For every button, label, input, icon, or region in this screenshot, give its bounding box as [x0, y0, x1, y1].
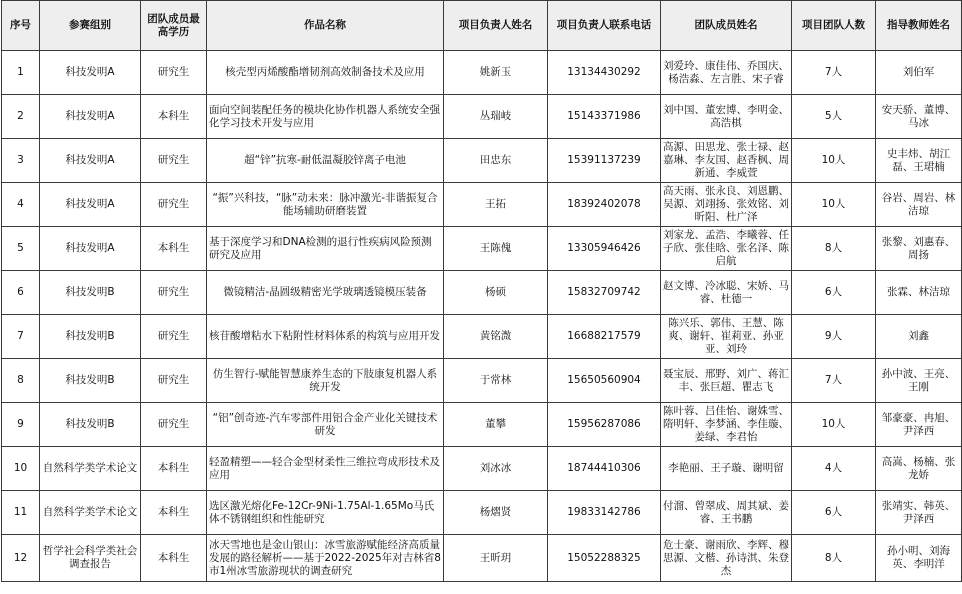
cell-title: 超“锌”抗寒-耐低温凝胶锌离子电池 — [207, 139, 444, 183]
cell-phone: 18392402078 — [548, 183, 661, 227]
cell-count: 5人 — [792, 95, 876, 139]
cell-title: 基于深度学习和DNA检测的退行性疾病风险预测研究及应用 — [207, 227, 444, 271]
cell-index: 5 — [2, 227, 40, 271]
cell-phone: 15391137239 — [548, 139, 661, 183]
header-leader: 项目负责人姓名 — [444, 1, 548, 51]
table-row — [2, 139, 962, 183]
header-row — [2, 1, 962, 51]
cell-title: 冰天雪地也是金山银山：冰雪旅游赋能经济高质量发展的路径解析——基于2022-2025年对吉林省8市1州冰雪旅游现状的调查研究 — [207, 535, 444, 582]
cell-count: 10人 — [792, 139, 876, 183]
cell-education: 研究生 — [141, 315, 207, 359]
cell-members: 陈兴乐、郭伟、王慧、陈爽、谢轩、崔莉亚、孙亚亚、刘玲 — [661, 315, 792, 359]
cell-education: 本科生 — [141, 227, 207, 271]
cell-leader: 刘冰冰 — [444, 447, 548, 491]
cell-leader: 田忠东 — [444, 139, 548, 183]
header-count: 项目团队人数 — [792, 1, 876, 51]
cell-title: 核壳型丙烯酸酯增韧剂高效制备技术及应用 — [207, 51, 444, 95]
cell-education: 本科生 — [141, 491, 207, 535]
header-education: 团队成员最高学历 — [141, 1, 207, 51]
header-title: 作品名称 — [207, 1, 444, 51]
cell-title: 微镜精洁-晶圆级精密光学玻璃透镜模压装备 — [207, 271, 444, 315]
cell-teacher: 高嵩、杨楠、张龙娇 — [876, 447, 962, 491]
cell-index: 10 — [2, 447, 40, 491]
cell-group: 哲学社会科学类社会调查报告 — [40, 535, 141, 582]
header-group: 参赛组别 — [40, 1, 141, 51]
cell-education: 本科生 — [141, 535, 207, 582]
table-row — [2, 271, 962, 315]
cell-group: 科技发明A — [40, 227, 141, 271]
cell-index: 3 — [2, 139, 40, 183]
cell-phone: 15143371986 — [548, 95, 661, 139]
cell-education: 研究生 — [141, 139, 207, 183]
cell-leader: 杨熠贤 — [444, 491, 548, 535]
table-row — [2, 51, 962, 95]
cell-members: 付溜、曾翠成、周其斌、姜睿、王书鹏 — [661, 491, 792, 535]
cell-phone: 19833142786 — [548, 491, 661, 535]
cell-phone: 18744410306 — [548, 447, 661, 491]
cell-count: 7人 — [792, 51, 876, 95]
cell-index: 1 — [2, 51, 40, 95]
cell-title: “振”兴科技，“脉”动未来：脉冲激光-非谐振复合能场辅助研磨装置 — [207, 183, 444, 227]
cell-index: 8 — [2, 359, 40, 403]
cell-count: 10人 — [792, 183, 876, 227]
cell-leader: 王拓 — [444, 183, 548, 227]
header-index: 序号 — [2, 1, 40, 51]
cell-count: 8人 — [792, 535, 876, 582]
cell-count: 7人 — [792, 359, 876, 403]
cell-phone: 16688217579 — [548, 315, 661, 359]
cell-members: 刘家龙、孟浩、李曦蓉、任子欣、张佳晗、张名泽、陈启航 — [661, 227, 792, 271]
cell-teacher: 刘伯军 — [876, 51, 962, 95]
cell-title: 核苷酸增粘水下粘附性材料体系的构筑与应用开发 — [207, 315, 444, 359]
cell-leader: 董攀 — [444, 403, 548, 447]
table-row — [2, 315, 962, 359]
cell-leader: 王陈傀 — [444, 227, 548, 271]
cell-title: “铝”创奇迹-汽车零部件用铝合金产业化关键技术研发 — [207, 403, 444, 447]
cell-group: 科技发明A — [40, 51, 141, 95]
header-teacher: 指导教师姓名 — [876, 1, 962, 51]
cell-teacher: 孙中波、王亮、王刚 — [876, 359, 962, 403]
cell-index: 11 — [2, 491, 40, 535]
cell-members: 李艳丽、王子璇、谢明留 — [661, 447, 792, 491]
cell-count: 9人 — [792, 315, 876, 359]
cell-teacher: 张霖、林洁琼 — [876, 271, 962, 315]
cell-teacher: 邹豪豪、冉旭、尹泽西 — [876, 403, 962, 447]
cell-teacher: 安天骄、董博、马冰 — [876, 95, 962, 139]
cell-index: 9 — [2, 403, 40, 447]
cell-education: 研究生 — [141, 183, 207, 227]
header-phone: 项目负责人联系电话 — [548, 1, 661, 51]
cell-group: 科技发明B — [40, 271, 141, 315]
table-row — [2, 491, 962, 535]
cell-members: 刘爱玲、康佳伟、乔国庆、杨浩淼、左言胜、宋子睿 — [661, 51, 792, 95]
cell-phone: 15956287086 — [548, 403, 661, 447]
cell-phone: 15052288325 — [548, 535, 661, 582]
table-row — [2, 447, 962, 491]
cell-education: 研究生 — [141, 359, 207, 403]
cell-leader: 黄铭溦 — [444, 315, 548, 359]
table-row — [2, 95, 962, 139]
cell-index: 2 — [2, 95, 40, 139]
cell-title: 仿生智行-赋能智慧康养生态的下肢康复机器人系统开发 — [207, 359, 444, 403]
cell-education: 研究生 — [141, 51, 207, 95]
cell-leader: 于常林 — [444, 359, 548, 403]
cell-teacher: 张黎、刘惠春、周扬 — [876, 227, 962, 271]
cell-count: 10人 — [792, 403, 876, 447]
cell-title: 轻盈精塑——轻合金型材柔性三维拉弯成形技术及应用 — [207, 447, 444, 491]
cell-members: 危士豪、谢雨欣、李辉、穆思源、文楷、孙诗淇、朱登杰 — [661, 535, 792, 582]
cell-members: 刘中国、董宏博、李明金、高浩棋 — [661, 95, 792, 139]
cell-count: 4人 — [792, 447, 876, 491]
cell-leader: 杨硕 — [444, 271, 548, 315]
cell-group: 自然科学类学术论文 — [40, 447, 141, 491]
cell-teacher: 张靖实、韩英、尹泽西 — [876, 491, 962, 535]
cell-education: 本科生 — [141, 95, 207, 139]
project-table — [1, 0, 962, 582]
table-row — [2, 359, 962, 403]
table-row — [2, 403, 962, 447]
cell-phone: 15832709742 — [548, 271, 661, 315]
cell-education: 研究生 — [141, 403, 207, 447]
cell-teacher: 谷岩、周岩、林洁琼 — [876, 183, 962, 227]
cell-count: 6人 — [792, 271, 876, 315]
cell-members: 聂宝辰、邢野、刘广、蒋汇丰、张巨超、瞿志飞 — [661, 359, 792, 403]
cell-leader: 姚新玉 — [444, 51, 548, 95]
table-row — [2, 535, 962, 582]
cell-title: 选区激光熔化Fe-12Cr-9Ni-1.75Al-1.65Mo马氏体不锈钢组织和性能研究 — [207, 491, 444, 535]
cell-members: 高源、田思龙、张士禄、赵嘉琳、李友国、赵香枫、周新通、李威萱 — [661, 139, 792, 183]
cell-group: 科技发明B — [40, 403, 141, 447]
cell-phone: 15650560904 — [548, 359, 661, 403]
cell-teacher: 刘鑫 — [876, 315, 962, 359]
cell-index: 7 — [2, 315, 40, 359]
cell-teacher: 史丰炜、胡江磊、王珺楠 — [876, 139, 962, 183]
cell-count: 6人 — [792, 491, 876, 535]
header-members: 团队成员姓名 — [661, 1, 792, 51]
cell-teacher: 孙小明、刘海英、李明洋 — [876, 535, 962, 582]
cell-group: 科技发明B — [40, 315, 141, 359]
cell-group: 科技发明A — [40, 95, 141, 139]
cell-phone: 13305946426 — [548, 227, 661, 271]
cell-title: 面向空间装配任务的模块化协作机器人系统安全强化学习技术开发与应用 — [207, 95, 444, 139]
table-row — [2, 227, 962, 271]
cell-count: 8人 — [792, 227, 876, 271]
cell-phone: 13134430292 — [548, 51, 661, 95]
cell-leader: 丛瑞岐 — [444, 95, 548, 139]
table-row — [2, 183, 962, 227]
cell-members: 陈叶蓉、吕佳怡、谢姝雪、隋明轩、李梦涵、李佳璇、姜绿、李君怡 — [661, 403, 792, 447]
cell-members: 高天雨、张永良、刘恩鹏、吴源、刘翊扬、张效铭、刘昕阳、杜广泽 — [661, 183, 792, 227]
cell-index: 6 — [2, 271, 40, 315]
cell-group: 自然科学类学术论文 — [40, 491, 141, 535]
cell-leader: 王昕玥 — [444, 535, 548, 582]
cell-group: 科技发明B — [40, 359, 141, 403]
cell-education: 本科生 — [141, 447, 207, 491]
cell-index: 4 — [2, 183, 40, 227]
cell-members: 赵文博、冷冰聪、宋娇、马睿、杜德一 — [661, 271, 792, 315]
cell-index: 12 — [2, 535, 40, 582]
cell-education: 研究生 — [141, 271, 207, 315]
cell-group: 科技发明A — [40, 139, 141, 183]
cell-group: 科技发明A — [40, 183, 141, 227]
